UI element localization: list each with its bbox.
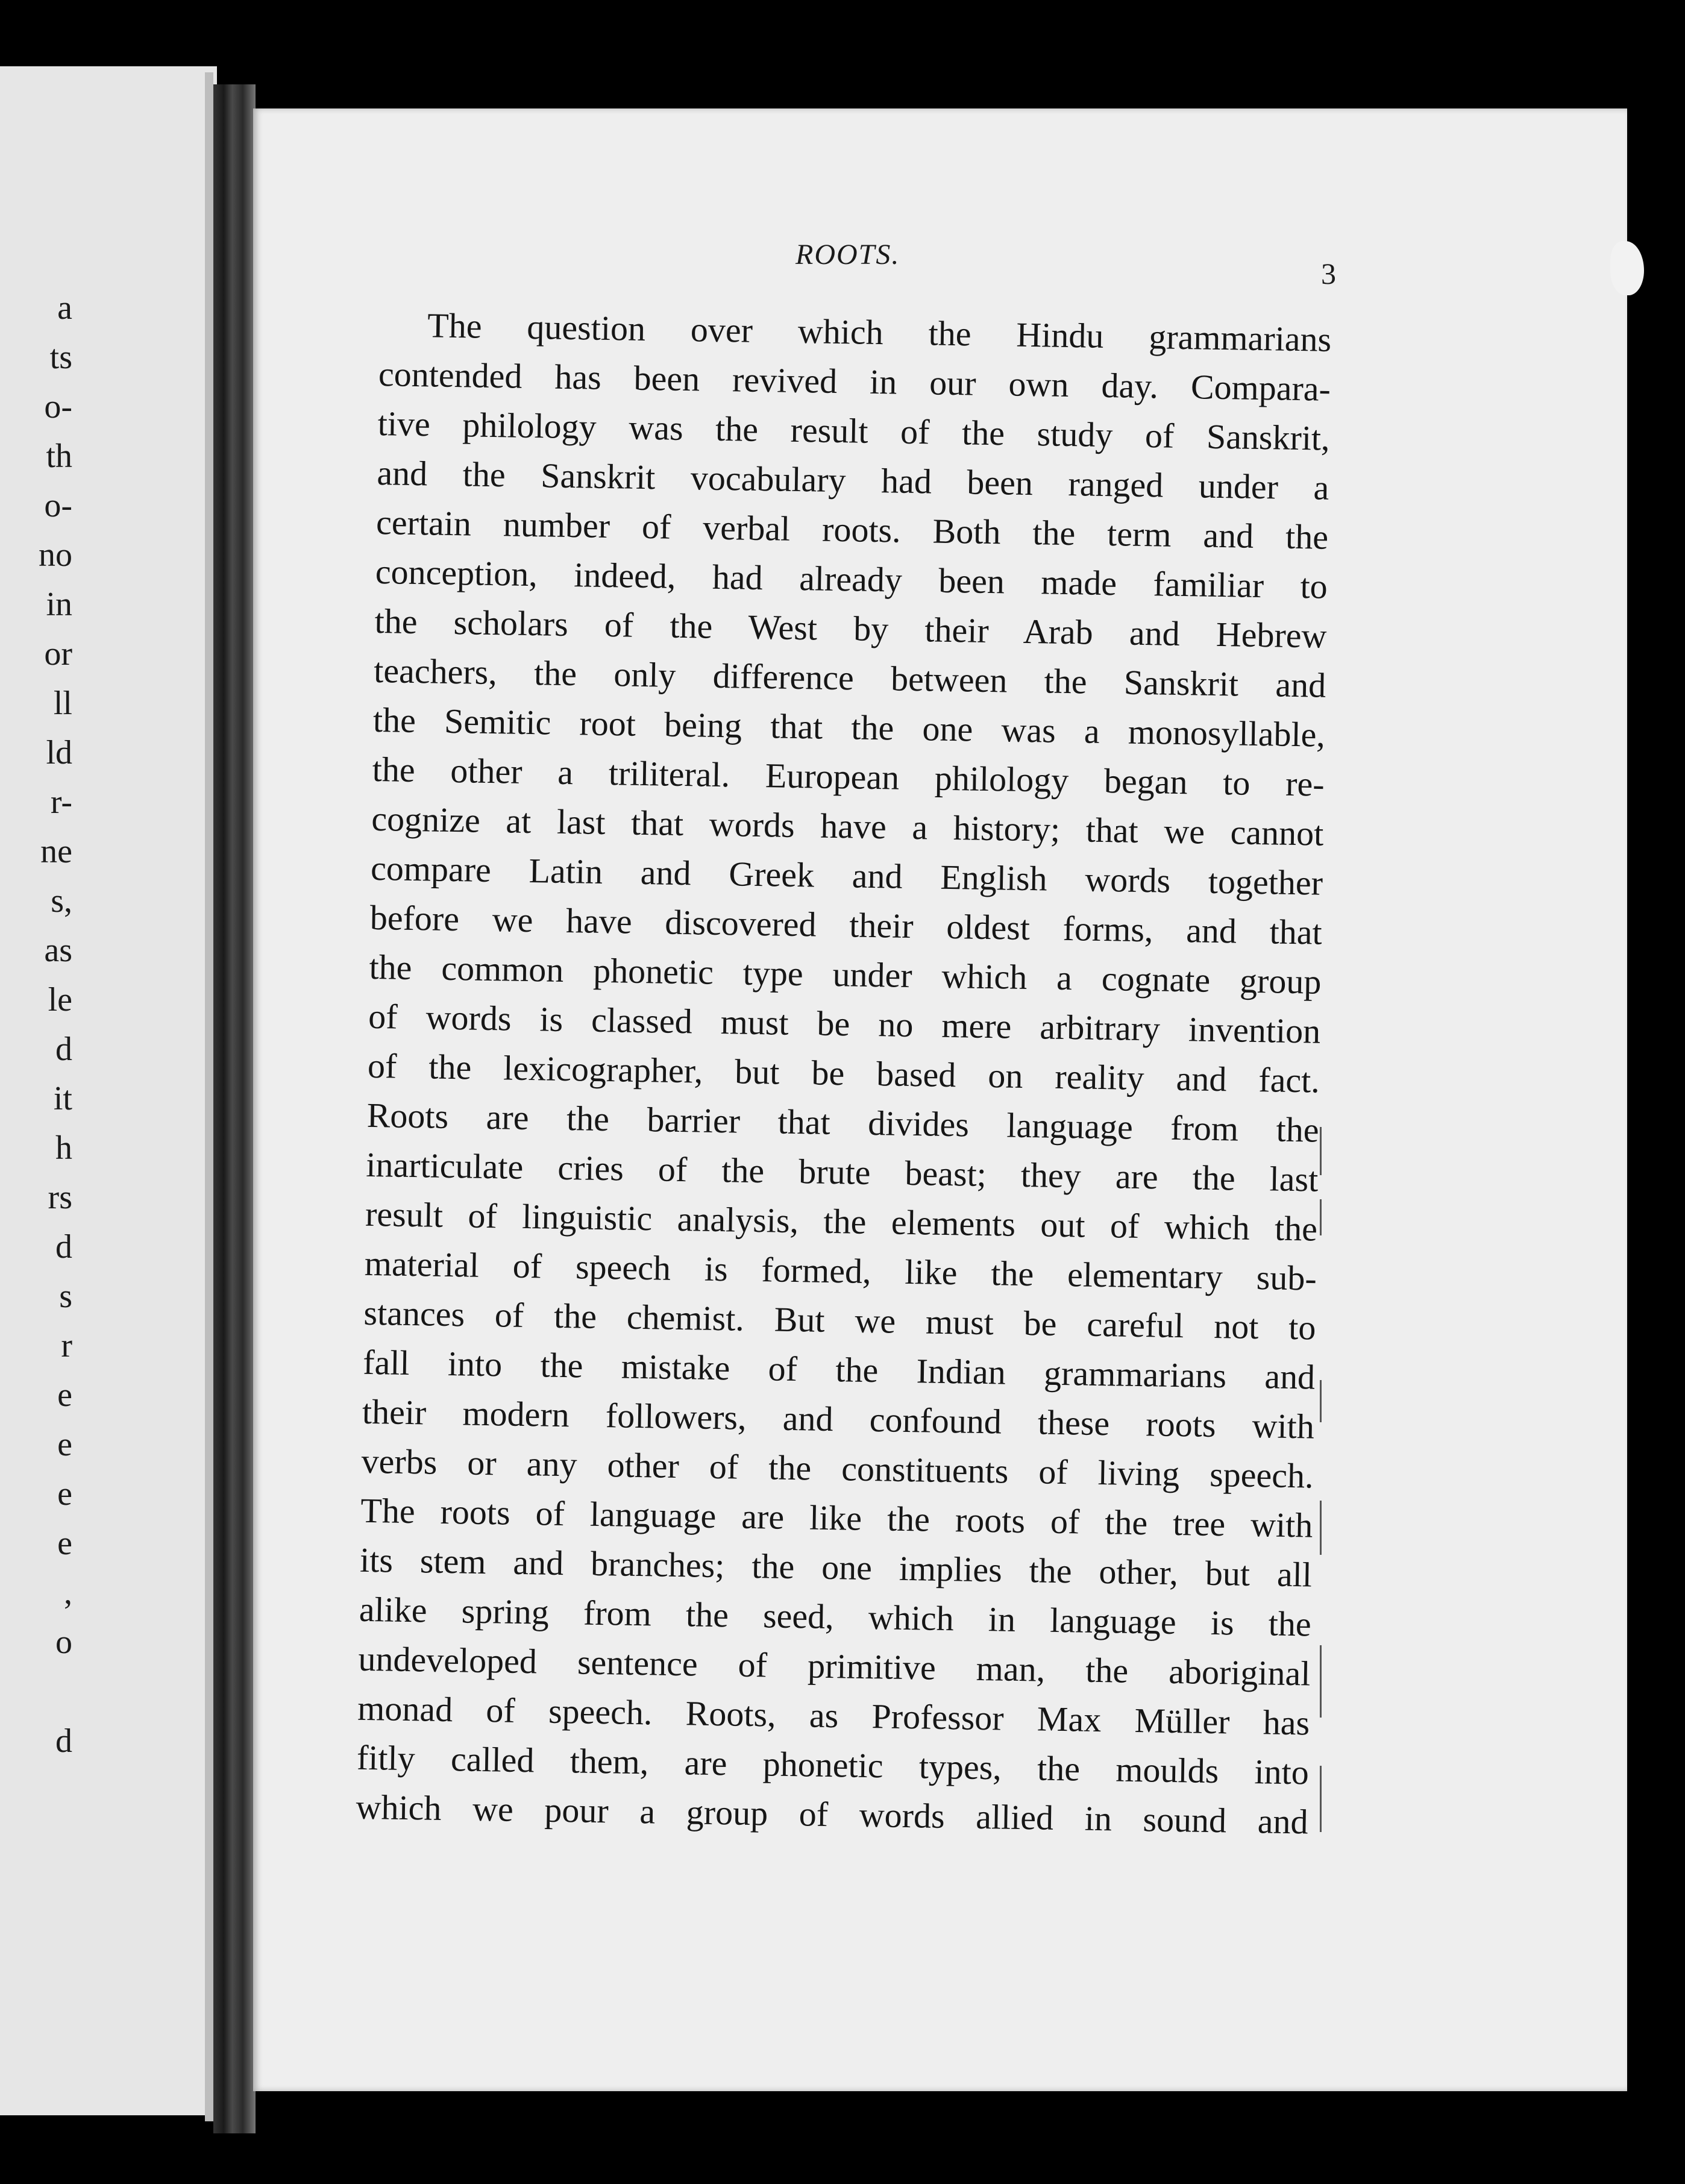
left-fragment: o- bbox=[44, 487, 72, 524]
text-line: the scholars of the West by their Arab and Hebrew bbox=[374, 601, 1327, 656]
margin-marks bbox=[1320, 1127, 1326, 1850]
left-fragment: le bbox=[48, 981, 72, 1018]
text-line: certain number of verbal roots. Both the term and the bbox=[375, 502, 1329, 557]
text-line: material of speech is formed, like the elementary sub- bbox=[364, 1243, 1317, 1298]
left-fragment: o bbox=[55, 1624, 72, 1661]
left-fragment: rs bbox=[48, 1179, 72, 1216]
body-text bbox=[356, 300, 1332, 1847]
text-line: verbs or any other of the constituents of living speech. bbox=[361, 1441, 1314, 1496]
left-fragment: d bbox=[55, 1031, 72, 1068]
left-fragment: ld bbox=[46, 734, 72, 771]
text-line: the Semitic root being that the one was a monosyllable, bbox=[372, 700, 1326, 755]
left-fragment: o- bbox=[44, 388, 72, 425]
text-line: its stem and branches; the one implies the other, but all bbox=[359, 1540, 1313, 1595]
left-fragment: as bbox=[44, 932, 72, 969]
left-fragment: h bbox=[55, 1129, 72, 1167]
text-line: Roots are the barrier that divides language from the bbox=[366, 1095, 1320, 1150]
text-line: stances of the chemist. But we must be careful not to bbox=[363, 1293, 1316, 1348]
text-line: which we pour a group of words allied in sound and bbox=[356, 1787, 1309, 1842]
text-line: result of linguistic analysis, the elements out of which the bbox=[365, 1194, 1318, 1249]
left-fragment: r- bbox=[50, 783, 72, 821]
left-fragment: ts bbox=[49, 339, 72, 376]
margin-mark bbox=[1320, 1501, 1322, 1555]
left-fragment: s, bbox=[51, 882, 72, 920]
left-fragment: in bbox=[46, 586, 72, 623]
left-fragment: ne bbox=[40, 833, 72, 870]
text-line: the common phonetic type under which a cognate group bbox=[369, 947, 1322, 1002]
left-fragment: e bbox=[57, 1376, 72, 1414]
left-fragment bbox=[0, 1667, 72, 1716]
left-fragment: it bbox=[53, 1080, 72, 1117]
text-line: tive philology was the result of the study of Sanskrit, bbox=[377, 403, 1331, 458]
left-fragment: e bbox=[57, 1525, 72, 1562]
text-line: alike spring from the seed, which in language is the bbox=[359, 1589, 1312, 1644]
text-line: of words is classed must be no mere arbitrary invention bbox=[368, 996, 1321, 1051]
text-line: teachers, the only difference between the Sanskrit and bbox=[373, 650, 1326, 705]
text-line: compare Latin and Greek and English words together bbox=[370, 848, 1323, 903]
left-fragment: or bbox=[44, 635, 72, 673]
left-fragment: no bbox=[39, 536, 72, 574]
left-fragment: a bbox=[57, 289, 72, 327]
text-line: and the Sanskrit vocabulary had been ranged under a bbox=[376, 453, 1329, 507]
text-line: inarticulate cries of the brute beast; they are the last bbox=[365, 1144, 1319, 1199]
text-line: contended has been revived in our own day. Compara- bbox=[378, 354, 1331, 409]
running-head: ROOTS. bbox=[795, 239, 900, 271]
text-line: fall into the mistake of the Indian grammarians and bbox=[362, 1342, 1316, 1397]
left-fragment: s bbox=[59, 1278, 72, 1315]
text-line: their modern followers, and confound these roots with bbox=[362, 1392, 1315, 1446]
text-line: conception, indeed, had already been made familiar to bbox=[375, 551, 1328, 606]
text-line: The roots of language are like the roots of the tree with bbox=[360, 1490, 1313, 1545]
margin-mark bbox=[1320, 1645, 1322, 1718]
left-fragment: th bbox=[46, 438, 72, 475]
left-fragment: d bbox=[55, 1228, 72, 1266]
text-line: monad of speech. Roots, as Professor Max Müller has bbox=[357, 1688, 1310, 1743]
left-fragment: ll bbox=[53, 685, 72, 722]
paper-blemish bbox=[1610, 241, 1644, 295]
text-line: fitly called them, are phonetic types, the moulds into bbox=[356, 1737, 1310, 1792]
margin-mark bbox=[1320, 1199, 1322, 1235]
left-fragment: e bbox=[57, 1475, 72, 1513]
margin-mark bbox=[1320, 1127, 1322, 1175]
left-page-edge bbox=[205, 72, 213, 2121]
left-fragment: d bbox=[55, 1722, 72, 1760]
text-line: of the lexicographer, but be based on reality and fact. bbox=[367, 1046, 1320, 1100]
text-line: the other a triliteral. European philology began to re- bbox=[372, 749, 1325, 804]
margin-mark bbox=[1320, 1380, 1322, 1422]
left-fragment: , bbox=[64, 1574, 72, 1611]
text-line: undeveloped sentence of primitive man, the aboriginal bbox=[358, 1639, 1311, 1693]
margin-mark bbox=[1320, 1766, 1322, 1832]
text-line: before we have discovered their oldest forms, and that bbox=[369, 897, 1323, 952]
left-fragment: e bbox=[57, 1426, 72, 1463]
page-number: 3 bbox=[1321, 257, 1336, 290]
book-gutter bbox=[213, 84, 256, 2133]
left-fragment: r bbox=[61, 1327, 72, 1364]
left-page-text-fragments bbox=[0, 283, 72, 1766]
text-line: The question over which the Hindu grammarians bbox=[427, 306, 1332, 359]
text-line: cognize at last that words have a history; that we cannot bbox=[371, 799, 1324, 853]
